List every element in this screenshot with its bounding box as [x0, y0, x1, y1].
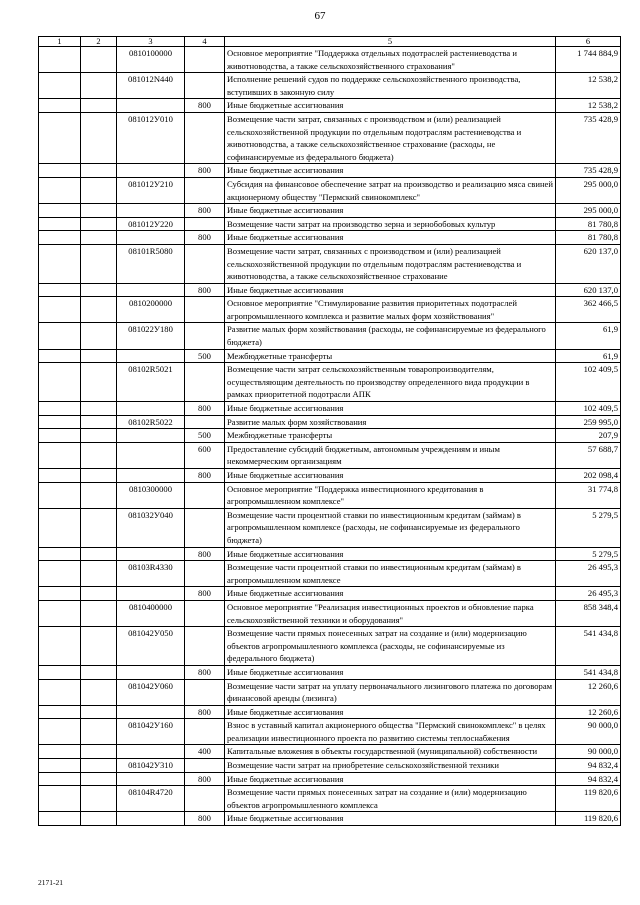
- table-row: [39, 402, 621, 416]
- cell-col-3: [117, 164, 185, 178]
- cell-col-6: 102 409,5: [556, 363, 621, 402]
- cell-col-3: [117, 587, 185, 601]
- cell-col-2: [81, 204, 117, 218]
- cell-col-6: 61,9: [556, 323, 621, 349]
- cell-col-5: Иные бюджетные ассигнования: [225, 587, 556, 601]
- cell-col-6: 362 466,5: [556, 297, 621, 323]
- cell-col-3: 08102R5021: [117, 363, 185, 402]
- cell-col-1: [39, 297, 81, 323]
- cell-col-1: [39, 547, 81, 561]
- cell-col-2: [81, 99, 117, 113]
- cell-col-3: 081042У310: [117, 759, 185, 773]
- cell-col-2: [81, 679, 117, 705]
- cell-col-2: [81, 323, 117, 349]
- cell-col-5: Предоставление субсидий бюджетным, автономным учреждениям и иным некоммерческим организациям: [225, 442, 556, 468]
- table-header-row: [39, 37, 621, 47]
- cell-col-3: [117, 665, 185, 679]
- cell-col-4: [185, 363, 225, 402]
- cell-col-4: 800: [185, 283, 225, 297]
- cell-col-5: Иные бюджетные ассигнования: [225, 812, 556, 826]
- cell-col-1: [39, 323, 81, 349]
- table-row: [39, 204, 621, 218]
- cell-col-4: 800: [185, 231, 225, 245]
- budget-table: [38, 36, 621, 826]
- cell-col-1: [39, 244, 81, 283]
- cell-col-2: [81, 508, 117, 547]
- cell-col-5: Исполнение решений судов по поддержке сельскохозяйственного производства, вступивших в законную силу: [225, 73, 556, 99]
- table-body: [39, 47, 621, 826]
- document-code: 2171-21: [38, 878, 63, 887]
- cell-col-4: [185, 323, 225, 349]
- cell-col-6: 735 428,9: [556, 164, 621, 178]
- cell-col-5: Основное мероприятие "Поддержка отдельных подотраслей растениеводства и животноводства, а также сельскохозяйственного страхования": [225, 47, 556, 73]
- cell-col-3: 0810400000: [117, 600, 185, 626]
- table-row: [39, 283, 621, 297]
- table-row: [39, 244, 621, 283]
- cell-col-2: [81, 244, 117, 283]
- table-row: [39, 469, 621, 483]
- cell-col-3: [117, 231, 185, 245]
- cell-col-2: [81, 627, 117, 666]
- cell-col-5: Иные бюджетные ассигнования: [225, 772, 556, 786]
- table-row: [39, 231, 621, 245]
- cell-col-3: 081012У010: [117, 112, 185, 163]
- table-row: [39, 745, 621, 759]
- cell-col-6: 12 260,6: [556, 705, 621, 719]
- cell-col-3: [117, 547, 185, 561]
- cell-col-3: [117, 283, 185, 297]
- cell-col-1: [39, 772, 81, 786]
- cell-col-2: [81, 415, 117, 429]
- cell-col-3: 08102R5022: [117, 415, 185, 429]
- cell-col-3: [117, 745, 185, 759]
- cell-col-2: [81, 177, 117, 203]
- cell-col-3: [117, 204, 185, 218]
- cell-col-1: [39, 402, 81, 416]
- cell-col-4: [185, 786, 225, 812]
- cell-col-2: [81, 297, 117, 323]
- cell-col-3: [117, 442, 185, 468]
- cell-col-6: 81 780,8: [556, 217, 621, 231]
- cell-col-4: 800: [185, 99, 225, 113]
- cell-col-4: [185, 217, 225, 231]
- cell-col-1: [39, 759, 81, 773]
- table-row: [39, 665, 621, 679]
- cell-col-3: [117, 349, 185, 363]
- cell-col-1: [39, 679, 81, 705]
- cell-col-6: 541 434,8: [556, 665, 621, 679]
- table-row: [39, 772, 621, 786]
- table-row: [39, 164, 621, 178]
- cell-col-1: [39, 719, 81, 745]
- cell-col-2: [81, 231, 117, 245]
- table-row: [39, 561, 621, 587]
- table-row: [39, 679, 621, 705]
- cell-col-2: [81, 665, 117, 679]
- cell-col-2: [81, 349, 117, 363]
- page-number: 67: [314, 10, 326, 22]
- cell-col-5: Развитие малых форм хозяйствования: [225, 415, 556, 429]
- cell-col-1: [39, 112, 81, 163]
- cell-col-6: 202 098,4: [556, 469, 621, 483]
- cell-col-5: Капитальные вложения в объекты государственной (муниципальной) собственности: [225, 745, 556, 759]
- table-row: [39, 600, 621, 626]
- cell-col-6: 12 538,2: [556, 73, 621, 99]
- cell-col-1: [39, 600, 81, 626]
- cell-col-2: [81, 469, 117, 483]
- cell-col-3: [117, 429, 185, 443]
- cell-col-4: [185, 112, 225, 163]
- cell-col-4: 800: [185, 772, 225, 786]
- header-col-1: 1: [39, 37, 81, 47]
- cell-col-1: [39, 705, 81, 719]
- cell-col-4: 800: [185, 204, 225, 218]
- cell-col-6: 12 538,2: [556, 99, 621, 113]
- cell-col-2: [81, 705, 117, 719]
- cell-col-6: 57 688,7: [556, 442, 621, 468]
- cell-col-3: 0810100000: [117, 47, 185, 73]
- cell-col-4: [185, 627, 225, 666]
- cell-col-5: Иные бюджетные ассигнования: [225, 705, 556, 719]
- cell-col-1: [39, 349, 81, 363]
- table-row: [39, 547, 621, 561]
- cell-col-1: [39, 177, 81, 203]
- cell-col-3: [117, 402, 185, 416]
- table-row: [39, 442, 621, 468]
- cell-col-3: 081042У050: [117, 627, 185, 666]
- cell-col-2: [81, 112, 117, 163]
- header-col-5: 5: [225, 37, 556, 47]
- cell-col-4: [185, 297, 225, 323]
- cell-col-6: 26 495,3: [556, 587, 621, 601]
- cell-col-4: 800: [185, 705, 225, 719]
- cell-col-2: [81, 587, 117, 601]
- cell-col-5: Развитие малых форм хозяйствования (расходы, не софинансируемые из федерального бюджета): [225, 323, 556, 349]
- cell-col-5: Иные бюджетные ассигнования: [225, 469, 556, 483]
- cell-col-6: 61,9: [556, 349, 621, 363]
- cell-col-6: 94 832,4: [556, 759, 621, 773]
- cell-col-3: 08101R5080: [117, 244, 185, 283]
- cell-col-2: [81, 786, 117, 812]
- cell-col-4: 800: [185, 469, 225, 483]
- cell-col-3: [117, 772, 185, 786]
- cell-col-2: [81, 429, 117, 443]
- cell-col-5: Иные бюджетные ассигнования: [225, 547, 556, 561]
- cell-col-4: 800: [185, 547, 225, 561]
- table-row: [39, 812, 621, 826]
- cell-col-4: [185, 679, 225, 705]
- table-row: [39, 47, 621, 73]
- cell-col-3: 081012У220: [117, 217, 185, 231]
- cell-col-1: [39, 231, 81, 245]
- cell-col-6: 81 780,8: [556, 231, 621, 245]
- cell-col-1: [39, 508, 81, 547]
- cell-col-1: [39, 429, 81, 443]
- cell-col-4: [185, 600, 225, 626]
- cell-col-5: Иные бюджетные ассигнования: [225, 231, 556, 245]
- table-row: [39, 587, 621, 601]
- cell-col-5: Возмещение части затрат на приобретение сельскохозяйственной техники: [225, 759, 556, 773]
- cell-col-6: 12 260,6: [556, 679, 621, 705]
- cell-col-1: [39, 217, 81, 231]
- cell-col-3: [117, 812, 185, 826]
- cell-col-2: [81, 772, 117, 786]
- cell-col-6: 295 000,0: [556, 204, 621, 218]
- table-row: [39, 323, 621, 349]
- cell-col-1: [39, 164, 81, 178]
- cell-col-6: 295 000,0: [556, 177, 621, 203]
- cell-col-1: [39, 415, 81, 429]
- cell-col-6: 119 820,6: [556, 786, 621, 812]
- cell-col-4: [185, 73, 225, 99]
- header-col-2: 2: [81, 37, 117, 47]
- cell-col-1: [39, 786, 81, 812]
- cell-col-4: [185, 561, 225, 587]
- cell-col-4: 800: [185, 665, 225, 679]
- cell-col-1: [39, 73, 81, 99]
- cell-col-2: [81, 745, 117, 759]
- table-row: [39, 217, 621, 231]
- cell-col-6: 94 832,4: [556, 772, 621, 786]
- cell-col-4: 800: [185, 402, 225, 416]
- table-row: [39, 363, 621, 402]
- cell-col-5: Возмещение части прямых понесенных затрат на создание и (или) модернизацию объектов агропромышленного комплекса: [225, 786, 556, 812]
- cell-col-6: 5 279,5: [556, 547, 621, 561]
- cell-col-3: [117, 99, 185, 113]
- cell-col-3: [117, 705, 185, 719]
- cell-col-3: 0810300000: [117, 482, 185, 508]
- cell-col-3: 081012N440: [117, 73, 185, 99]
- cell-col-4: 500: [185, 349, 225, 363]
- cell-col-4: 800: [185, 812, 225, 826]
- cell-col-2: [81, 547, 117, 561]
- cell-col-4: 600: [185, 442, 225, 468]
- cell-col-3: 081022У180: [117, 323, 185, 349]
- header-col-4: 4: [185, 37, 225, 47]
- cell-col-3: 081032У040: [117, 508, 185, 547]
- table-row: [39, 297, 621, 323]
- cell-col-6: 31 774,8: [556, 482, 621, 508]
- table-row: [39, 508, 621, 547]
- cell-col-5: Возмещение части прямых понесенных затрат на создание и (или) модернизацию объектов агропромышленного комплекса (расходы, не софинансируемые из федерального бюджета): [225, 627, 556, 666]
- cell-col-5: Иные бюджетные ассигнования: [225, 164, 556, 178]
- cell-col-5: Основное мероприятие "Поддержка инвестиционного кредитования в агропромышленном комплексе": [225, 482, 556, 508]
- table-row: [39, 429, 621, 443]
- cell-col-2: [81, 561, 117, 587]
- cell-col-6: 207,9: [556, 429, 621, 443]
- cell-col-4: 800: [185, 164, 225, 178]
- table-row: [39, 705, 621, 719]
- cell-col-4: [185, 719, 225, 745]
- cell-col-4: [185, 482, 225, 508]
- cell-col-4: [185, 47, 225, 73]
- cell-col-2: [81, 442, 117, 468]
- table-row: [39, 627, 621, 666]
- cell-col-5: Основное мероприятие "Стимулирование развития приоритетных подотраслей агропромышленного комплекса и развитие малых форм хозяйствования": [225, 297, 556, 323]
- cell-col-2: [81, 812, 117, 826]
- cell-col-1: [39, 812, 81, 826]
- cell-col-5: Субсидия на финансовое обеспечение затрат на производство и реализацию мяса свиней акционерному обществу "Пермский свинокомплекс": [225, 177, 556, 203]
- cell-col-1: [39, 99, 81, 113]
- cell-col-2: [81, 164, 117, 178]
- cell-col-1: [39, 587, 81, 601]
- cell-col-3: 081012У210: [117, 177, 185, 203]
- table-row: [39, 759, 621, 773]
- cell-col-6: 259 995,0: [556, 415, 621, 429]
- cell-col-1: [39, 204, 81, 218]
- cell-col-2: [81, 719, 117, 745]
- cell-col-4: [185, 759, 225, 773]
- cell-col-5: Иные бюджетные ассигнования: [225, 665, 556, 679]
- cell-col-5: Возмещение части процентной ставки по инвестиционным кредитам (займам) в агропромышленном комплексе (расходы, не софинансируемые из федерального бюджета): [225, 508, 556, 547]
- cell-col-1: [39, 469, 81, 483]
- cell-col-5: Возмещение части затрат, связанных с производством и (или) реализацией сельскохозяйственной продукции по отдельным подотраслям растениеводства и животноводства, а также сельскохозяйственное страхование (расходы, не софинансируемые из федерального бюджета): [225, 112, 556, 163]
- cell-col-6: 541 434,8: [556, 627, 621, 666]
- cell-col-6: 90 000,0: [556, 719, 621, 745]
- cell-col-5: Иные бюджетные ассигнования: [225, 283, 556, 297]
- table-row: [39, 719, 621, 745]
- table-row: [39, 349, 621, 363]
- cell-col-5: Межбюджетные трансферты: [225, 349, 556, 363]
- cell-col-2: [81, 47, 117, 73]
- cell-col-2: [81, 283, 117, 297]
- cell-col-5: Возмещение части затрат сельскохозяйственным товаропроизводителям, осуществляющим деятельность по производству определенного вида продукции в рамках приоритетной подотрасли АПК: [225, 363, 556, 402]
- cell-col-2: [81, 759, 117, 773]
- header-col-6: 6: [556, 37, 621, 47]
- cell-col-1: [39, 745, 81, 759]
- cell-col-6: 735 428,9: [556, 112, 621, 163]
- cell-col-5: Основное мероприятие "Реализация инвестиционных проектов и обновление парка сельскохозяйственной техники и оборудования": [225, 600, 556, 626]
- cell-col-3: 08103R4330: [117, 561, 185, 587]
- cell-col-4: [185, 244, 225, 283]
- cell-col-6: 5 279,5: [556, 508, 621, 547]
- table-row: [39, 482, 621, 508]
- cell-col-3: 081042У060: [117, 679, 185, 705]
- cell-col-4: [185, 415, 225, 429]
- cell-col-6: 90 000,0: [556, 745, 621, 759]
- cell-col-5: Взнос в уставный капитал акционерного общества "Пермский свинокомплекс" в целях реализации инвестиционного проекта по развитию системы теплоснабжения: [225, 719, 556, 745]
- cell-col-3: 08104R4720: [117, 786, 185, 812]
- table-row: [39, 73, 621, 99]
- cell-col-5: Возмещение части затрат, связанных с производством и (или) реализацией сельскохозяйственной продукции по отдельным подотраслям растениеводства и животноводства, а также сельскохозяйственное страхование: [225, 244, 556, 283]
- cell-col-1: [39, 442, 81, 468]
- table-row: [39, 99, 621, 113]
- cell-col-1: [39, 665, 81, 679]
- cell-col-1: [39, 561, 81, 587]
- cell-col-2: [81, 217, 117, 231]
- cell-col-5: Возмещение части процентной ставки по инвестиционным кредитам (займам) в агропромышленном комплексе: [225, 561, 556, 587]
- cell-col-5: Возмещение части затрат на производство зерна и зернобобовых культур: [225, 217, 556, 231]
- cell-col-2: [81, 73, 117, 99]
- cell-col-4: 500: [185, 429, 225, 443]
- cell-col-5: Иные бюджетные ассигнования: [225, 99, 556, 113]
- cell-col-5: Иные бюджетные ассигнования: [225, 204, 556, 218]
- cell-col-3: [117, 469, 185, 483]
- cell-col-1: [39, 627, 81, 666]
- cell-col-1: [39, 47, 81, 73]
- cell-col-5: Иные бюджетные ассигнования: [225, 402, 556, 416]
- cell-col-2: [81, 402, 117, 416]
- cell-col-4: [185, 508, 225, 547]
- table-row: [39, 786, 621, 812]
- cell-col-6: 620 137,0: [556, 244, 621, 283]
- cell-col-6: 119 820,6: [556, 812, 621, 826]
- cell-col-2: [81, 600, 117, 626]
- cell-col-4: 800: [185, 587, 225, 601]
- cell-col-4: 400: [185, 745, 225, 759]
- cell-col-6: 858 348,4: [556, 600, 621, 626]
- cell-col-2: [81, 482, 117, 508]
- cell-col-1: [39, 482, 81, 508]
- cell-col-3: 081042У160: [117, 719, 185, 745]
- cell-col-1: [39, 363, 81, 402]
- cell-col-4: [185, 177, 225, 203]
- cell-col-3: 0810200000: [117, 297, 185, 323]
- table-row: [39, 112, 621, 163]
- table-row: [39, 415, 621, 429]
- header-col-3: 3: [117, 37, 185, 47]
- table-row: [39, 177, 621, 203]
- cell-col-5: Межбюджетные трансферты: [225, 429, 556, 443]
- cell-col-2: [81, 363, 117, 402]
- cell-col-6: 102 409,5: [556, 402, 621, 416]
- cell-col-6: 620 137,0: [556, 283, 621, 297]
- cell-col-1: [39, 283, 81, 297]
- cell-col-5: Возмещение части затрат на уплату первоначального лизингового платежа по договорам финансовой аренды (лизинга): [225, 679, 556, 705]
- cell-col-6: 26 495,3: [556, 561, 621, 587]
- cell-col-6: 1 744 884,9: [556, 47, 621, 73]
